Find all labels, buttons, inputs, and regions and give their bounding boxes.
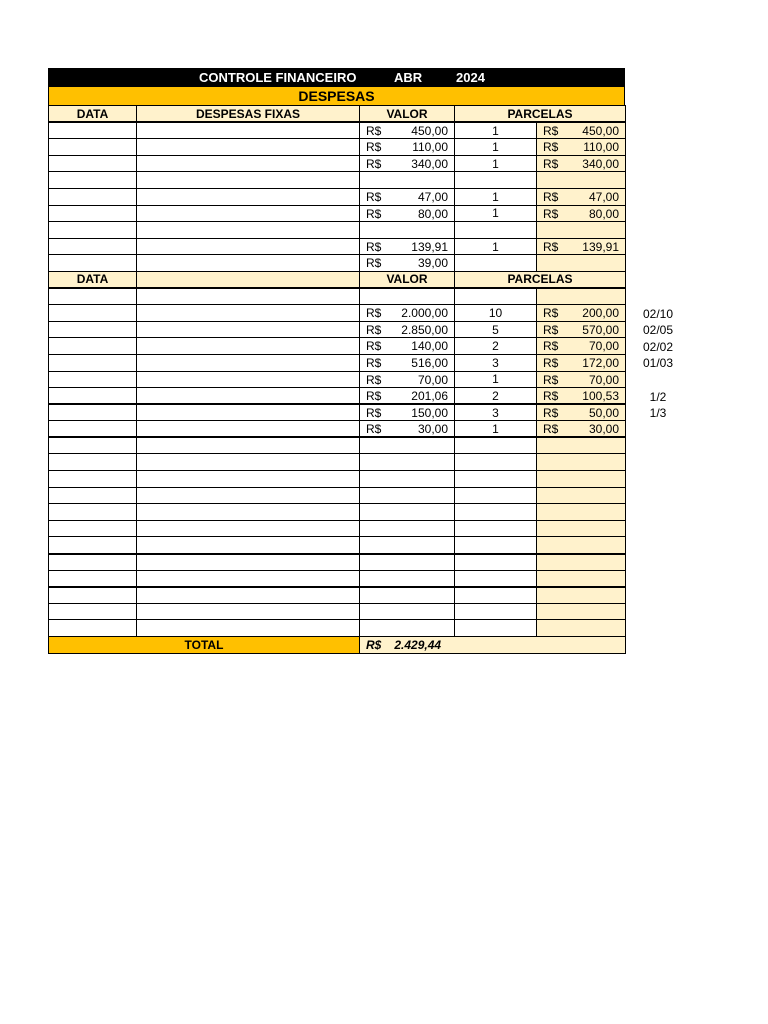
value-cell[interactable] [360,338,455,355]
description-cell[interactable] [137,155,360,172]
amount: 340,00 [582,156,619,171]
installments-count-cell[interactable] [455,620,537,637]
currency-symbol: R$ [366,140,382,155]
currency-symbol: R$ [366,372,382,387]
date-cell[interactable] [49,222,137,239]
description-cell[interactable] [137,371,360,388]
amount: 2.850,00 [401,322,448,337]
description-cell[interactable] [137,354,360,371]
installment-note: 02/10 [642,306,674,321]
description-cell[interactable] [137,404,360,421]
installment-value-cell[interactable] [537,255,626,272]
amount: 70,00 [417,372,448,387]
installment-value-cell[interactable] [537,620,626,637]
installment-value-cell[interactable] [537,371,626,388]
currency-symbol: R$ [366,206,382,221]
installment-value-cell[interactable] [537,421,626,438]
installment-value-cell[interactable] [537,471,626,488]
col-despesas-fixas-header: DESPESAS FIXAS [137,106,360,123]
value-cell[interactable] [360,354,455,371]
value-cell[interactable] [360,620,455,637]
currency-symbol: R$ [366,355,382,370]
installments-count-cell[interactable] [455,554,537,571]
table-row [49,305,626,322]
amount: 110,00 [583,140,619,155]
amount: 200,00 [582,306,619,321]
description-cell[interactable] [137,188,360,205]
date-cell[interactable] [49,155,137,172]
installment-value-cell[interactable] [537,437,626,454]
value-cell[interactable] [360,371,455,388]
table-row [49,388,626,405]
installments-count-cell[interactable] [455,587,537,604]
currency-symbol: R$ [543,322,559,337]
date-cell[interactable] [49,122,137,139]
date-cell[interactable] [49,139,137,156]
table-row [49,188,626,205]
table-row [49,371,626,388]
installment-value-cell[interactable] [537,537,626,554]
value-cell[interactable] [360,437,455,454]
currency-symbol: R$ [366,406,382,421]
installments-count-cell[interactable] [455,487,537,504]
currency-symbol: R$ [366,322,382,337]
description-cell[interactable] [137,454,360,471]
amount: 140,00 [411,339,448,354]
installment-value-cell[interactable] [537,338,626,355]
date-cell[interactable] [49,172,137,189]
amount: 201,06 [411,389,448,404]
amount: 139,91 [411,239,448,254]
amount: 100,53 [582,389,619,404]
col-valor-header: VALOR [360,106,455,123]
col-data-header: DATA [49,271,137,288]
value-cell[interactable] [360,139,455,156]
value-cell[interactable] [360,487,455,504]
value-cell[interactable] [360,305,455,322]
date-cell[interactable] [49,537,137,554]
description-cell[interactable] [137,554,360,571]
amount: 340,00 [411,156,448,171]
installments-count-cell[interactable]: 1 [455,205,537,222]
installment-note: 01/03 [642,356,674,371]
installments-count-cell[interactable]: 1 [455,122,537,139]
empty-row [49,603,626,620]
description-cell[interactable] [137,305,360,322]
installment-value-cell[interactable] [537,354,626,371]
installments-count-cell[interactable]: 2 [455,388,537,405]
value-cell[interactable] [360,404,455,421]
date-cell[interactable] [49,404,137,421]
currency-symbol: R$ [366,256,382,271]
amount: 80,00 [417,206,448,221]
installment-value-cell[interactable] [537,321,626,338]
date-cell[interactable] [49,421,137,438]
amount: 70,00 [588,339,619,354]
description-cell[interactable] [137,421,360,438]
installments-count-cell[interactable]: 1 [455,238,537,255]
installment-note: 02/05 [642,323,674,338]
description-cell[interactable] [137,603,360,620]
installments-count-cell[interactable] [455,603,537,620]
amount: 2.000,00 [401,306,448,321]
amount: 172,00 [582,355,619,370]
amount: 47,00 [588,189,619,204]
month-label: ABR [394,70,423,85]
col-data-header: DATA [49,106,137,123]
installments-count-cell[interactable] [455,537,537,554]
installments-count-cell[interactable]: 1 [455,421,537,438]
total-label: TOTAL [49,637,360,654]
value-cell[interactable] [360,587,455,604]
table-row [49,288,626,305]
table-row [49,255,626,272]
installment-value-cell[interactable] [537,238,626,255]
currency-symbol: R$ [366,339,382,354]
amount: 30,00 [588,422,619,437]
value-cell[interactable] [360,388,455,405]
date-cell[interactable] [49,520,137,537]
description-cell[interactable] [137,471,360,488]
description-cell[interactable] [137,388,360,405]
amount: 516,00 [411,355,448,370]
currency-symbol: R$ [543,206,559,221]
description-cell[interactable] [137,537,360,554]
installment-value-cell[interactable] [537,122,626,139]
date-cell[interactable] [49,288,137,305]
total-amount: 2.429,44 [394,637,442,652]
value-cell[interactable] [360,188,455,205]
installments-count-cell[interactable]: 2 [455,338,537,355]
empty-row [49,520,626,537]
empty-row [49,620,626,637]
date-cell[interactable] [49,388,137,405]
table-row [49,139,626,156]
table-row [49,172,626,189]
description-cell[interactable] [137,338,360,355]
installment-note: 1/2 [649,389,667,404]
installment-value-cell[interactable] [537,520,626,537]
currency-symbol: R$ [543,156,559,171]
description-cell[interactable] [137,172,360,189]
value-cell[interactable] [360,471,455,488]
value-cell[interactable] [360,554,455,571]
currency-symbol: R$ [366,422,382,437]
amount: 39,00 [417,256,448,271]
value-cell[interactable] [360,122,455,139]
amount: 47,00 [417,189,448,204]
value-cell[interactable] [360,222,455,239]
value-cell[interactable] [360,603,455,620]
value-cell[interactable] [360,155,455,172]
installment-value-cell[interactable] [537,288,626,305]
installment-value-cell[interactable] [537,222,626,239]
installment-value-cell[interactable] [537,554,626,571]
description-cell[interactable] [137,487,360,504]
currency-symbol: R$ [543,140,559,155]
amount: 570,00 [582,322,619,337]
fixed-header-row [49,106,626,123]
total-row [49,637,626,654]
table-row [49,338,626,355]
date-cell[interactable] [49,471,137,488]
currency-symbol: R$ [366,189,382,204]
currency-symbol: R$ [366,239,382,254]
installments-count-cell[interactable] [455,454,537,471]
description-cell[interactable] [137,238,360,255]
empty-row [49,554,626,571]
installments-count-cell[interactable]: 1 [455,139,537,156]
empty-row [49,454,626,471]
description-cell[interactable] [137,205,360,222]
col-parcelas-header: PARCELAS [455,271,626,288]
date-cell[interactable] [49,238,137,255]
installments-count-cell[interactable]: 1 [455,188,537,205]
table-row [49,122,626,139]
table-row [49,238,626,255]
currency-symbol: R$ [366,637,382,652]
amount: 50,00 [588,406,619,421]
description-cell[interactable] [137,570,360,587]
description-cell[interactable] [137,222,360,239]
installments-count-cell[interactable]: 5 [455,321,537,338]
currency-symbol: R$ [366,306,382,321]
value-cell[interactable] [360,288,455,305]
installments-count-cell[interactable]: 1 [455,371,537,388]
currency-symbol: R$ [366,389,382,404]
installment-value-cell[interactable] [537,172,626,189]
amount: 139,91 [582,239,619,254]
date-cell[interactable] [49,371,137,388]
sheet-title: CONTROLE FINANCEIRO [199,70,357,85]
currency-symbol: R$ [543,306,559,321]
installment-note: 02/02 [642,339,674,354]
col-description-header [137,271,360,288]
col-parcelas-header: PARCELAS [455,106,626,123]
currency-symbol: R$ [543,239,559,254]
date-cell[interactable] [49,487,137,504]
installments-count-cell[interactable]: 1 [455,155,537,172]
installment-value-cell[interactable] [537,587,626,604]
amount: 70,00 [588,372,619,387]
installment-value-cell[interactable] [537,404,626,421]
section-title: DESPESAS [48,87,625,105]
installment-value-cell[interactable] [537,603,626,620]
currency-symbol: R$ [543,372,559,387]
date-cell[interactable] [49,603,137,620]
installments-count-cell[interactable] [455,471,537,488]
description-cell[interactable] [137,139,360,156]
installment-value-cell[interactable] [537,388,626,405]
empty-row [49,570,626,587]
spreadsheet [48,68,625,654]
currency-symbol: R$ [543,355,559,370]
installments-count-cell[interactable] [455,255,537,272]
date-cell[interactable] [49,338,137,355]
currency-symbol: R$ [543,189,559,204]
installment-value-cell[interactable] [537,454,626,471]
date-cell[interactable] [49,205,137,222]
value-cell[interactable] [360,255,455,272]
description-cell[interactable] [137,520,360,537]
table-row [49,222,626,239]
date-cell[interactable] [49,620,137,637]
empty-row [49,504,626,521]
table-row [49,404,626,421]
currency-symbol: R$ [366,124,382,139]
value-cell[interactable] [360,504,455,521]
installments-count-cell[interactable] [455,172,537,189]
installment-value-cell[interactable] [537,504,626,521]
date-cell[interactable] [49,437,137,454]
amount: 150,00 [411,406,448,421]
installment-value-cell[interactable] [537,487,626,504]
amount: 450,00 [411,124,448,139]
year-label: 2024 [456,70,485,85]
date-cell[interactable] [49,305,137,322]
value-cell[interactable] [360,537,455,554]
date-cell[interactable] [49,587,137,604]
currency-symbol: R$ [543,124,559,139]
installment-value-cell[interactable] [537,155,626,172]
description-cell[interactable] [137,587,360,604]
amount: 30,00 [417,422,448,437]
currency-symbol: R$ [366,156,382,171]
value-cell[interactable] [360,205,455,222]
value-cell[interactable] [360,454,455,471]
empty-row [49,471,626,488]
date-cell[interactable] [49,321,137,338]
description-cell[interactable] [137,620,360,637]
installments-count-cell[interactable] [455,570,537,587]
installments-count-cell[interactable] [455,288,537,305]
installment-value-cell[interactable] [537,139,626,156]
date-cell[interactable] [49,554,137,571]
installments-count-cell[interactable] [455,504,537,521]
value-cell[interactable] [360,421,455,438]
date-cell[interactable] [49,188,137,205]
installments-count-cell[interactable]: 3 [455,354,537,371]
title-bar [48,68,625,87]
description-cell[interactable] [137,321,360,338]
date-cell[interactable] [49,504,137,521]
date-cell[interactable] [49,354,137,371]
date-cell[interactable] [49,454,137,471]
variable-header-row [49,271,626,288]
date-cell[interactable] [49,570,137,587]
currency-symbol: R$ [543,422,559,437]
currency-symbol: R$ [543,389,559,404]
installment-value-cell[interactable] [537,570,626,587]
installments-count-cell[interactable] [455,520,537,537]
installments-count-cell[interactable] [455,222,537,239]
value-cell[interactable] [360,238,455,255]
description-cell[interactable] [137,122,360,139]
description-cell[interactable] [137,437,360,454]
value-cell[interactable] [360,172,455,189]
empty-row [49,537,626,554]
installment-value-cell[interactable] [537,305,626,322]
installment-value-cell[interactable] [537,188,626,205]
col-valor-header: VALOR [360,271,455,288]
table-row [49,155,626,172]
table-row [49,321,626,338]
value-cell[interactable] [360,570,455,587]
expenses-table [48,105,626,654]
currency-symbol: R$ [543,339,559,354]
installments-count-cell[interactable]: 3 [455,404,537,421]
empty-row [49,437,626,454]
installment-note: 1/3 [649,406,667,421]
description-cell[interactable] [137,255,360,272]
table-row [49,205,626,222]
amount: 80,00 [588,206,619,221]
installment-value-cell[interactable] [537,205,626,222]
empty-row [49,587,626,604]
currency-symbol: R$ [543,406,559,421]
table-row [49,354,626,371]
date-cell[interactable] [49,255,137,272]
amount: 110,00 [412,140,448,155]
value-cell[interactable] [360,520,455,537]
installments-count-cell[interactable] [455,437,537,454]
description-cell[interactable] [137,504,360,521]
table-row [49,421,626,438]
installments-count-cell[interactable]: 10 [455,305,537,322]
description-cell[interactable] [137,288,360,305]
empty-row [49,487,626,504]
amount: 450,00 [582,124,619,139]
value-cell[interactable] [360,321,455,338]
total-value [360,637,626,654]
